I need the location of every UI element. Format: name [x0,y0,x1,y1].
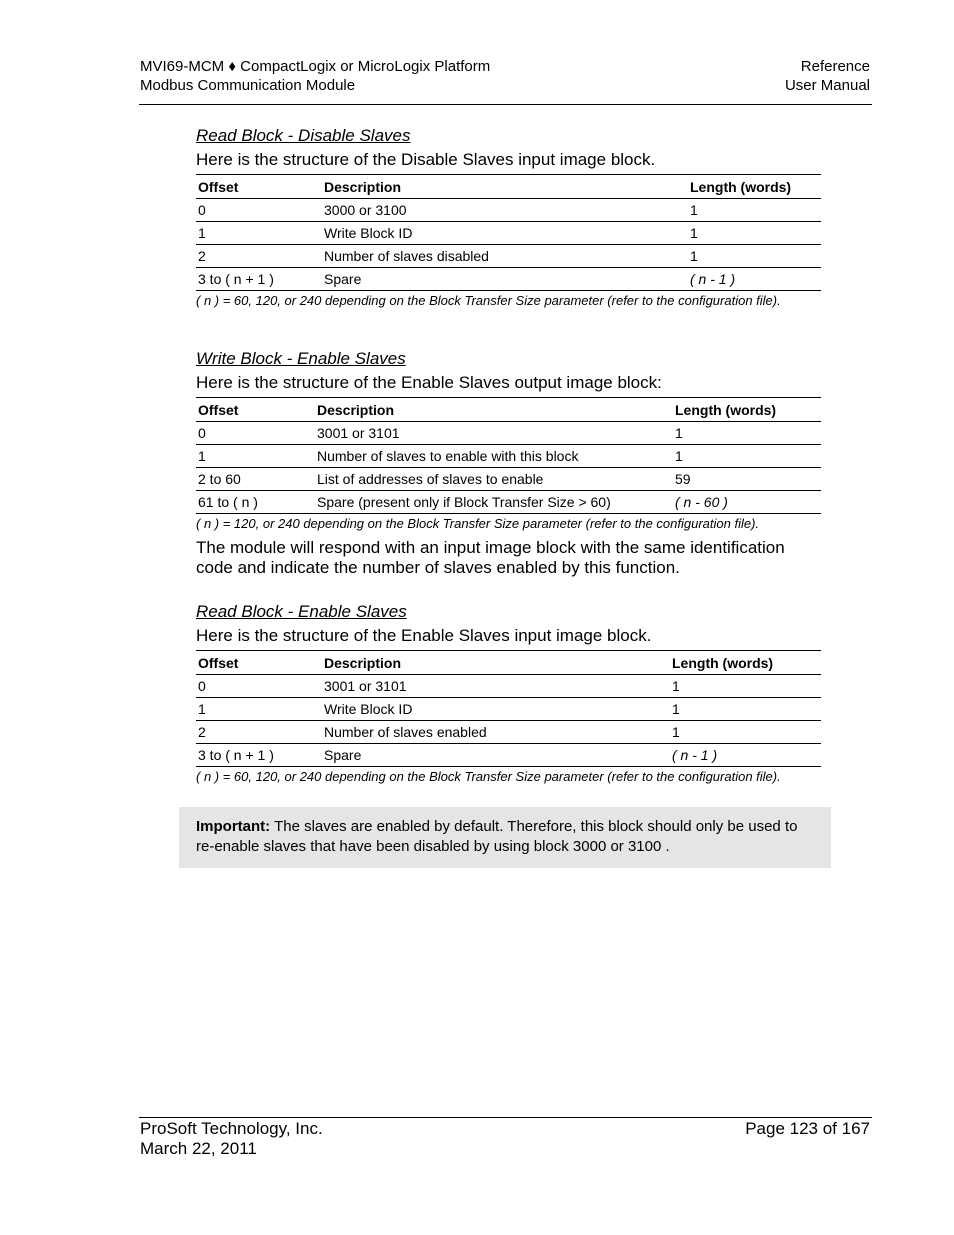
table-cell: Spare (present only if Block Transfer Size > 60) [315,491,673,514]
table-cell: 1 [670,698,821,721]
header-right [785,57,870,95]
column-header: Description [322,651,670,675]
header-product: MVI69-MCM ♦ CompactLogix or MicroLogix Platform [140,58,491,75]
table-cell: 1 [670,721,821,744]
table-row [196,675,821,698]
structure-table [196,650,821,767]
table-note: ( n ) = 60, 120, or 240 depending on the Block Transfer Size parameter (refer to the configuration file). [196,769,781,784]
table-cell: 3000 or 3100 [322,199,688,222]
table-row [196,744,821,767]
table-cell: 61 to ( n ) [196,491,315,514]
table-cell: Number of slaves disabled [322,245,688,268]
table-cell: Write Block ID [322,222,688,245]
table-header-row [196,398,821,422]
section-title: Read Block - Disable Slaves [196,126,411,145]
section-intro: Here is the structure of the Enable Slaves input image block. [196,626,652,645]
column-header: Offset [196,398,315,422]
footer-right [745,1119,870,1139]
table-cell: 0 [196,422,315,445]
table-row [196,222,821,245]
important-text: The slaves are enabled by default. Therefore, this block should only be used to re-enable slaves that have been disabled by using block 3000 or 3100 . [196,818,798,855]
header-divider [139,104,872,105]
table-cell: Spare [322,744,670,767]
table-cell: 3001 or 3101 [322,675,670,698]
table-cell: 3 to ( n + 1 ) [196,268,322,291]
table-cell: 1 [196,222,322,245]
table-cell: 1 [196,445,315,468]
table-cell: List of addresses of slaves to enable [315,468,673,491]
table-cell: 1 [673,445,821,468]
table-cell: 3001 or 3101 [315,422,673,445]
section-title: Read Block - Enable Slaves [196,602,407,621]
important-label: Important: [196,818,271,835]
column-header: Offset [196,651,322,675]
footer-divider [139,1117,872,1118]
section-intro: Here is the structure of the Enable Slaves output image block: [196,373,662,392]
table-cell: ( n - 1 ) [670,744,821,767]
table-row [196,245,821,268]
table-cell: 0 [196,199,322,222]
header-reference: Reference [800,58,870,75]
table-cell: 2 [196,245,322,268]
table-cell: 3 to ( n + 1 ) [196,744,322,767]
table-header-row [196,651,821,675]
table-cell: Number of slaves enabled [322,721,670,744]
table-cell: Spare [322,268,688,291]
table-note: ( n ) = 120, or 240 depending on the Block Transfer Size parameter (refer to the configuration file). [196,516,760,531]
table-row [196,268,821,291]
table-cell: Number of slaves to enable with this block [315,445,673,468]
structure-table [196,174,821,291]
footer-date: March 22, 2011 [140,1139,257,1158]
table-note: ( n ) = 60, 120, or 240 depending on the Block Transfer Size parameter (refer to the configuration file). [196,293,781,308]
header-manual: User Manual [784,77,870,94]
table-cell: ( n - 60 ) [673,491,821,514]
structure-table [196,397,821,514]
footer-company: ProSoft Technology, Inc. [140,1119,323,1138]
table-cell: Write Block ID [322,698,670,721]
column-header: Length (words) [673,398,821,422]
table-cell: 1 [688,222,821,245]
table-row [196,698,821,721]
body-paragraph: The module will respond with an input image block with the same identification code and indicate the number of slaves enabled by this function. [196,538,785,577]
column-header: Length (words) [688,175,821,199]
important-callout [179,807,831,868]
section-write-enable-slaves [196,349,821,578]
section-read-disable-slaves [196,126,821,309]
table-cell: 2 to 60 [196,468,315,491]
table-row [196,491,821,514]
section-title: Write Block - Enable Slaves [196,349,406,368]
table-header-row [196,175,821,199]
table-row [196,721,821,744]
table-cell: 1 [688,245,821,268]
table-row [196,468,821,491]
table-row [196,422,821,445]
table-cell: 0 [196,675,322,698]
column-header: Description [315,398,673,422]
table-cell: 1 [670,675,821,698]
section-intro: Here is the structure of the Disable Slaves input image block. [196,150,656,169]
header-module: Modbus Communication Module [140,77,356,94]
column-header: Offset [196,175,322,199]
table-cell: 1 [673,422,821,445]
section-read-enable-slaves [196,602,821,785]
footer-left [140,1119,323,1159]
column-header: Length (words) [670,651,821,675]
table-cell: 59 [673,468,821,491]
table-row [196,445,821,468]
table-cell: 2 [196,721,322,744]
table-row [196,199,821,222]
header-left [140,57,490,95]
table-cell: 1 [688,199,821,222]
page-number: Page 123 of 167 [745,1119,870,1138]
column-header: Description [322,175,688,199]
table-cell: ( n - 1 ) [688,268,821,291]
table-cell: 1 [196,698,322,721]
